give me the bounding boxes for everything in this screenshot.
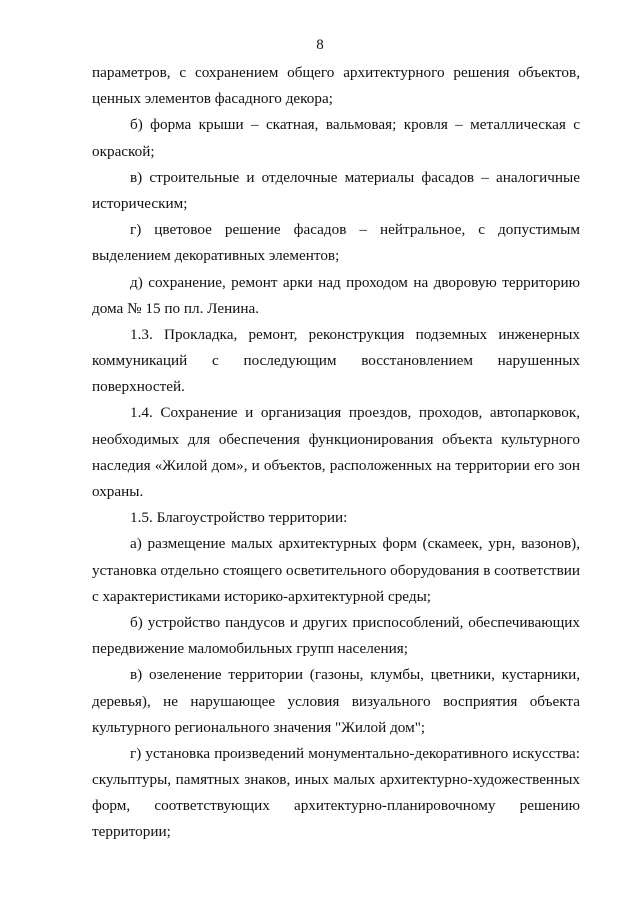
text-line: параметров, с сохранением общего архитектурного решения объектов, <box>92 64 580 81</box>
text-line: г) установка произведений монументально-декоративного искусства: <box>130 744 580 762</box>
text-line: коммуникаций с последующим восстановлением нарушенных <box>92 352 580 370</box>
text-line: установка отдельно стоящего осветительного оборудования в соответствии <box>92 561 580 579</box>
text-line: дома № 15 по пл. Ленина. <box>92 299 260 317</box>
text-line: форм, соответствующих архитектурно-планировочному решению <box>92 797 580 815</box>
text-line: ценных элементов фасадного декора; <box>92 90 333 108</box>
text-line: охраны. <box>92 483 144 500</box>
text-line: историческим; <box>92 194 188 212</box>
text-line: г) цветовое решение фасадов – нейтральное, с допустимым <box>130 221 580 239</box>
text-line: д) сохранение, ремонт арки над проходом на дворовую территорию <box>130 273 580 291</box>
text-line: окраской; <box>92 142 155 160</box>
text-line: выделением декоративных элементов; <box>92 247 340 265</box>
text-line: с характеристиками историко-архитектурной среды; <box>92 587 432 605</box>
text-line: 1.5. Благоустройство территории: <box>130 509 348 527</box>
page-number: 8 <box>316 37 324 53</box>
text-line: скульптуры, памятных знаков, иных малых архитектурно-художественных <box>92 771 580 789</box>
text-line: в) строительные и отделочные материалы фасадов – аналогичные <box>130 168 580 186</box>
text-line: необходимых для обеспечения функционирования объекта культурного <box>92 430 580 448</box>
text-line: передвижение маломобильных групп населения; <box>92 640 408 658</box>
text-line: 1.4. Сохранение и организация проездов, проходов, автопарковок, <box>130 404 580 422</box>
text-line: деревья), не нарушающее условия визуального восприятия объекта <box>92 692 580 710</box>
text-line: б) форма крыши – скатная, вальмовая; кровля – металлическая с <box>130 116 580 134</box>
text-line: культурного регионального значения "Жилой дом"; <box>92 718 426 736</box>
text-line: б) устройство пандусов и других приспособлений, обеспечивающих <box>130 613 580 631</box>
document-body <box>92 60 580 846</box>
text-line: территории; <box>92 823 171 841</box>
text-line: а) размещение малых архитектурных форм (скамеек, урн, вазонов), <box>130 535 580 553</box>
text-line: поверхностей. <box>92 378 185 396</box>
text-line: в) озеленение территории (газоны, клумбы, цветники, кустарники, <box>130 666 580 684</box>
text-line: 1.3. Прокладка, ремонт, реконструкция подземных инженерных <box>130 325 580 343</box>
text-line: наследия «Жилой дом», и объектов, расположенных на территории его зон <box>92 456 580 474</box>
